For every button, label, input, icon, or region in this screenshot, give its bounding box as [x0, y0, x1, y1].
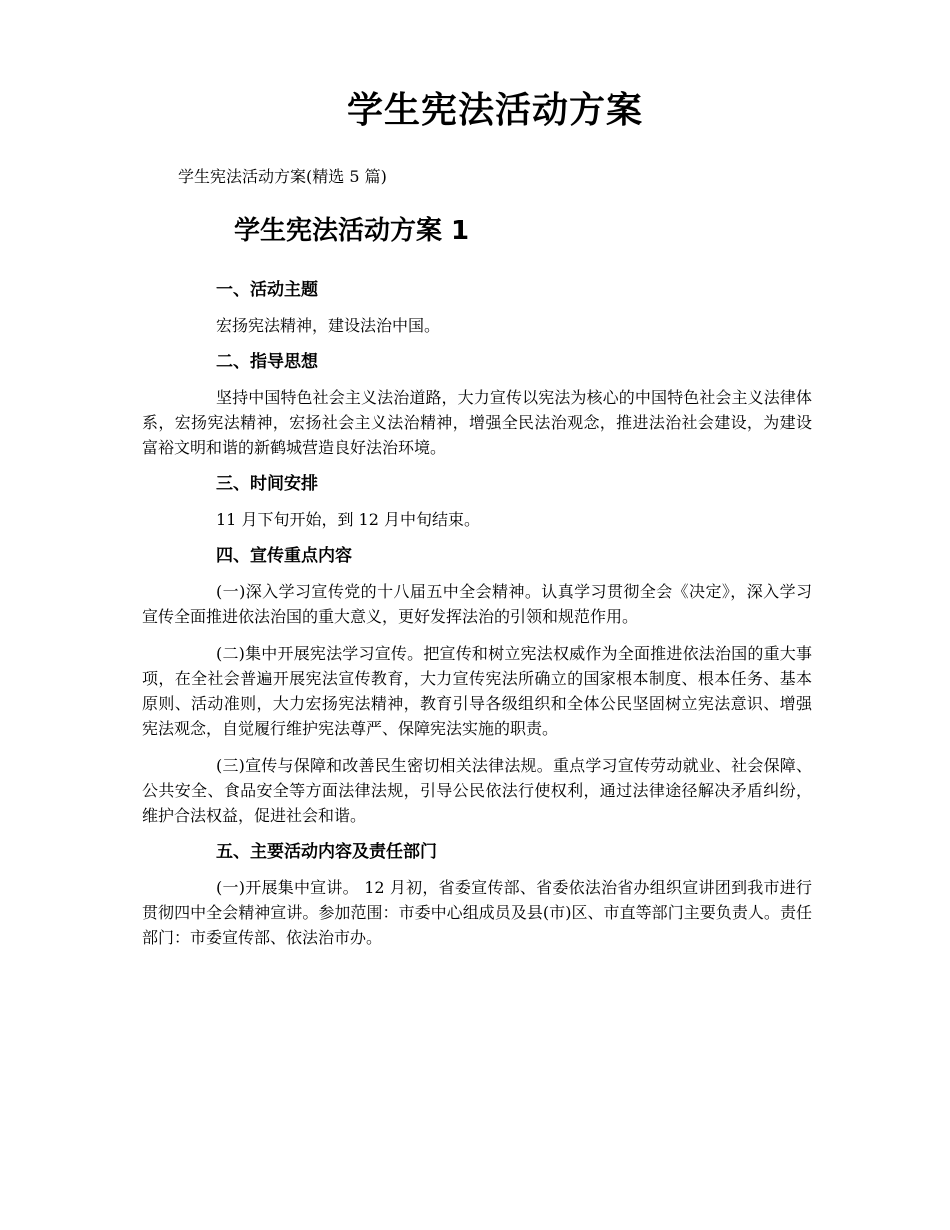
section-title: 学生宪法活动方案 1	[234, 216, 470, 246]
paragraph: 坚持中国特色社会主义法治道路，大力宣传以宪法为核心的中国特色社会主义法律体系，宏扬宪法精神，宏扬社会主义法治精神，增强全民法治观念，推进法治社会建设，为建设富裕文明和谐的新鹤城营造良好法治环境。	[142, 388, 812, 457]
paragraph: 宏扬宪法精神，建设法治中国。	[216, 316, 441, 335]
section-heading: 三、时间安排	[216, 474, 318, 494]
document-subtitle: 学生宪法活动方案(精选 5 篇)	[178, 167, 387, 186]
document-title: 学生宪法活动方案	[346, 90, 643, 131]
paragraph: 11 月下旬开始，到 12 月中旬结束。	[216, 510, 480, 529]
section-heading: 四、宣传重点内容	[216, 546, 352, 566]
paragraph: (一)开展集中宣讲。 12 月初，省委宣传部、省委依法治省办组织宣讲团到我市进行贯彻四中全会精神宣讲。参加范围：市委中心组成员及县(市)区、市直等部门主要负责人。责任部门：市委宣传部、依法治市办。	[142, 878, 812, 947]
section-heading: 二、指导思想	[216, 352, 318, 372]
section-heading: 一、活动主题	[216, 280, 318, 300]
section-heading: 五、主要活动内容及责任部门	[216, 842, 437, 862]
document-body	[142, 278, 812, 962]
paragraph: (一)深入学习宣传党的十八届五中全会精神。认真学习贯彻全会《决定》，深入学习宣传全面推进依法治国的重大意义，更好发挥法治的引领和规范作用。	[142, 582, 812, 626]
paragraph: (三)宣传与保障和改善民生密切相关法律法规。重点学习宣传劳动就业、社会保障、公共安全、食品安全等方面法律法规，引导公民依法行使权利，通过法律途径解决矛盾纠纷，维护合法权益，促进社会和谐。	[142, 756, 812, 825]
paragraph: (二)集中开展宪法学习宣传。把宣传和树立宪法权威作为全面推进依法治国的重大事项，在全社会普遍开展宪法宣传教育，大力宣传宪法所确立的国家根本制度、根本任务、基本原则、活动准则，大力宏扬宪法精神，教育引导各级组织和全体公民坚固树立宪法意识、增强宪法观念，自觉履行维护宪法尊严、保障宪法实施的职责。	[142, 644, 812, 738]
